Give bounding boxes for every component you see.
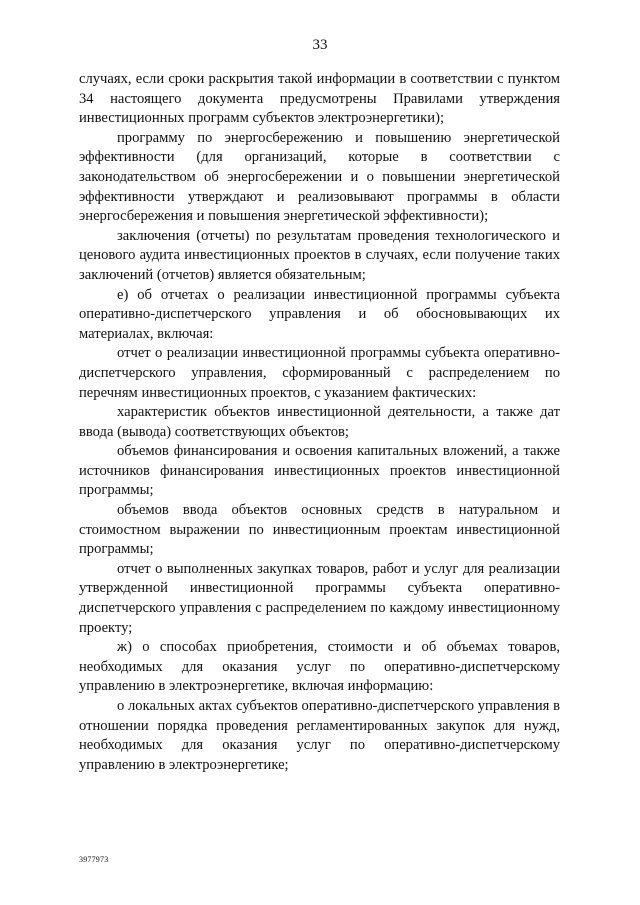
paragraph-implementation-report: отчет о реализации инвестиционной программы субъекта оперативно-диспетчерского управления, сформированный с распределением по перечням инвестиционных проектов, с указанием фактических: <box>79 345 560 401</box>
page-number: 33 <box>312 37 328 53</box>
paragraph-continuation: случаях, если сроки раскрытия такой информации в соответствии с пунктом 34 настоящего документа предусмотрены Правилами утверждения инвестиционных программ субъектов электроэнергетики); <box>79 71 560 127</box>
document-code: 3977973 <box>79 855 109 864</box>
paragraph-energy-saving-program: программу по энергосбережению и повышению энергетической эффективности (для организаций, которые в соответствии с законодательством об энергосбережении и о повышении энергетической эффективности утверждают и реализовывают программы в области энергосбережения и повышения энергетической эффективности); <box>79 129 560 225</box>
paragraph-local-acts: о локальных актах субъектов оперативно-диспетчерского управления в отношении порядка проведения регламентированных закупок для нужд, необходимых для оказания услуг по оперативно-диспетчерскому управлению в электроэнергетике; <box>79 698 560 773</box>
paragraph-item-zh: ж) о способах приобретения, стоимости и об объемах товаров, необходимых для оказания услуг по оперативно-диспетчерскому управлению в электроэнергетике, включая информацию: <box>79 639 560 695</box>
paragraph-fixed-assets: объемов ввода объектов основных средств в натуральном и стоимостном выражении по инвестиционным проектам инвестиционной программы; <box>79 502 560 558</box>
paragraph-audit-conclusions: заключения (отчеты) по результатам проведения технологического и ценового аудита инвестиционных проектов в случаях, если получение таких заключений (отчетов) является обязательным; <box>79 227 560 283</box>
paragraph-financing-volumes: объемов финансирования и освоения капитальных вложений, а также источников финансирования инвестиционных проектов инвестиционной программы; <box>79 443 560 499</box>
document-body <box>79 70 560 775</box>
paragraph-procurement-report: отчет о выполненных закупках товаров, работ и услуг для реализации утвержденной инвестиционной программы субъекта оперативно-диспетчерского управления с распределением по каждому инвестиционному проекту; <box>79 560 560 636</box>
paragraph-characteristics: характеристик объектов инвестиционной деятельности, а также дат ввода (вывода) соответствующих объектов; <box>79 404 560 440</box>
paragraph-item-e: е) об отчетах о реализации инвестиционной программы субъекта оперативно-диспетчерского управления и об обосновывающих их материалах, включая: <box>79 286 560 342</box>
